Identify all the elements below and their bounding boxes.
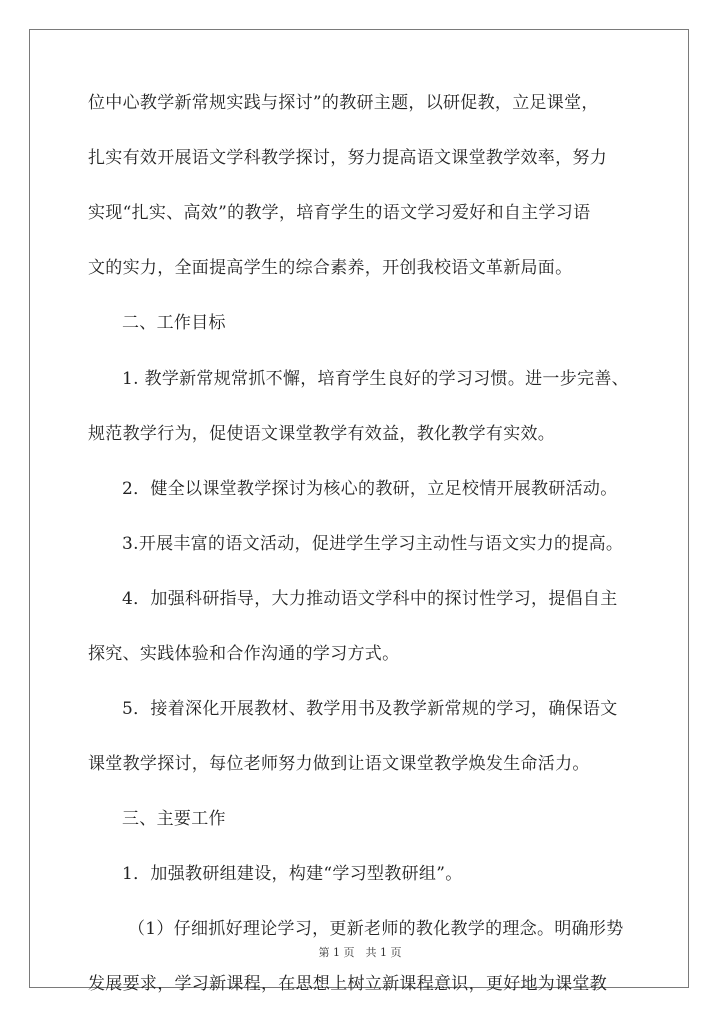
section-heading: 三、主要工作 bbox=[122, 809, 226, 829]
text-line: 探究、实践体验和合作沟通的学习方式。 bbox=[88, 644, 400, 664]
page-footer: 第 1 页 共 1 页 bbox=[318, 946, 402, 959]
text-line: 1. 教学新常规常抓不懈，培育学生良好的学习习惯。进一步完善、 bbox=[122, 369, 629, 389]
text-line: 5．接着深化开展教材、教学用书及教学新常规的学习，确保语文 bbox=[122, 699, 618, 719]
text-line: 实现“扎实、高效”的教学，培育学生的语文学习爱好和自主学习语 bbox=[88, 203, 591, 223]
section-heading: 二、工作目标 bbox=[122, 313, 226, 333]
text-line: 课堂教学探讨，每位老师努力做到让语文课堂教学焕发生命活力。 bbox=[88, 754, 590, 774]
text-line: 文的实力，全面提高学生的综合素养，开创我校语文革新局面。 bbox=[88, 258, 573, 278]
text-line: 4．加强科研指导，大力推动语文学科中的探讨性学习，提倡自主 bbox=[122, 589, 618, 609]
text-line: 规范教学行为，促使语文课堂教学有效益，教化教学有实效。 bbox=[88, 424, 556, 444]
text-line: 位中心教学新常规实践与探讨”的教研主题，以研促教，立足课堂， bbox=[88, 93, 599, 113]
text-line: 发展要求，学习新课程，在思想上树立新课程意识，更好地为课堂教 bbox=[88, 974, 607, 994]
text-line: 2．健全以课堂教学探讨为核心的教研，立足校情开展教研活动。 bbox=[122, 479, 618, 499]
text-line: （1）仔细抓好理论学习，更新老师的教化教学的理念。明确形势 bbox=[128, 919, 624, 939]
text-line: 扎实有效开展语文学科教学探讨，努力提高语文课堂教学效率，努力 bbox=[88, 148, 607, 168]
text-line: 3.开展丰富的语文活动，促进学生学习主动性与语文实力的提高。 bbox=[122, 534, 624, 554]
text-line: 1．加强教研组建设，构建“学习型教研组”。 bbox=[122, 864, 463, 884]
